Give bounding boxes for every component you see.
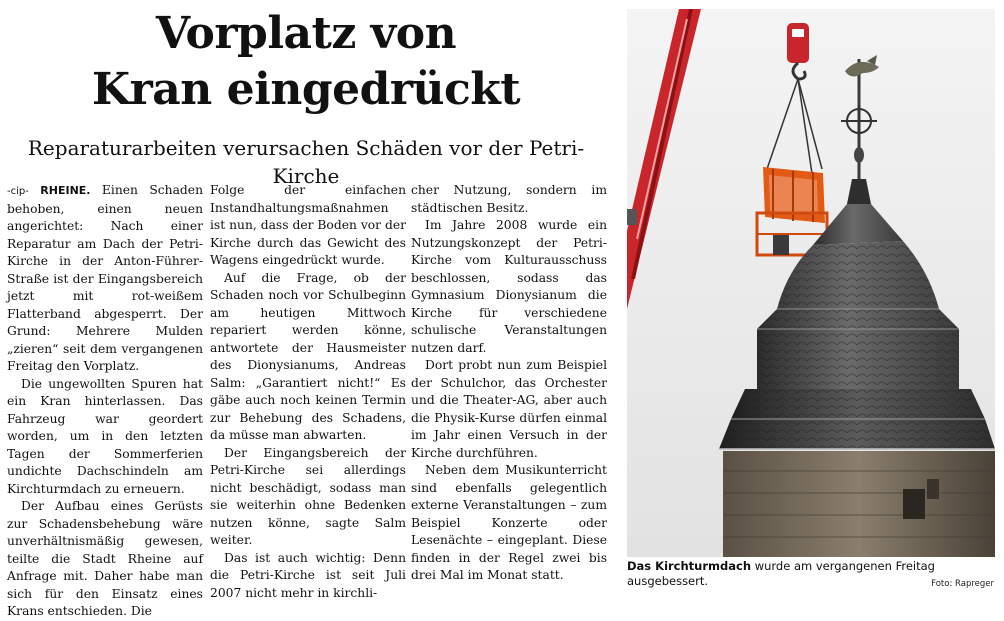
article-column-1	[7, 182, 203, 618]
church-tower-photo	[627, 9, 995, 557]
article-paragraph	[7, 182, 203, 376]
headline	[0, 6, 612, 118]
article-paragraph: Der Aufbau eines Gerüsts zur Schadensbehebung wäre unverhältnismäßig gewesen, teilte die Stadt Rheine auf Anfrage mit. Daher habe man sich für den Einsatz eines Krans entschieden. Die	[7, 499, 203, 618]
article-paragraph: Der Eingangsbereich der Petri-Kirche sei allerdings nicht beschädigt, sodass man sie weiterhin ohne Bedenken nutzen könne, sagte Salm weiter.	[210, 445, 406, 547]
article-paragraph: Neben dem Musikunterricht sind ebenfalls gelegentlich externe Veranstaltungen – zum Beispiel Konzerte oder Lesenächte – eingeplant. Diese finden in der Regel zwei bis drei Mal im Monat statt.	[411, 463, 607, 582]
tower-stone-wall	[723, 451, 995, 557]
caption-text: wurde am vergangenen Freitag ausgebessert.	[627, 559, 935, 588]
article-column-2	[210, 182, 406, 598]
headline-line-1: Vorplatz von	[155, 8, 457, 59]
article-column-3	[411, 182, 607, 598]
article-paragraph: Im Jahre 2008 wurde ein Nutzungskonzept der Petri-Kirche vom Kulturausschuss beschlossen, sodass das Gymnasium Dionysianum die Kirche für verschiedene schulische Veranstaltungen nutzen darf.	[411, 218, 607, 355]
article-paragraph: Die ungewollten Spuren hat ein Kran hinterlassen. Das Fahrzeug war geordert worden, um in den letzten Tagen der Sommerferien undichte Dachschindeln am Kirchturmdach zu erneuern.	[7, 376, 203, 496]
photo-credit: Foto: Rapreger	[931, 579, 994, 589]
article-paragraph: cher Nutzung, sondern im städtischen Besitz.	[411, 183, 607, 215]
article-paragraph: Dort probt nun zum Beispiel der Schulchor, das Orchester und die Theater-AG, aber auch die Physik-Kurse dürfen einmal im Jahr einen Versuch in der Kirche durchführen.	[411, 358, 607, 460]
byline: -cip-	[7, 186, 29, 197]
caption-lead: Das Kirchturmdach	[627, 559, 752, 573]
paragraph-text: Einen Schaden behoben, einen neuen angerichtet: Nach einer Reparatur am Dach der Petri-Kirche in der Anton-Führer-Straße ist der Eingangsbereich jetzt mit rot-weißem Flatterband abgesperrt. Der Grund: Mehrere Mulden „zieren“ seit dem vergangenen Freitag den Vorplatz.	[7, 183, 203, 373]
dateline: RHEINE.	[40, 184, 91, 197]
article-paragraph: Auf die Frage, ob der Schaden noch vor Schulbeginn am heutigen Mittwoch repariert werden könne, antwortete der Hausmeister des Dionysianums, Andreas Salm: „Garantiert nicht!“ Es gäbe auch noch keinen Termin zur Behebung des Schadens, da müsse man abwarten.	[210, 270, 406, 442]
headline-line-2: Kran eingedrückt	[91, 64, 521, 115]
article-paragraph: Das ist auch wichtig: Denn die Petri-Kirche ist seit Juli 2007 nicht mehr in kirchli-	[210, 550, 406, 600]
subheadline: Reparaturarbeiten verursachen Schäden vor der Petri-Kirche	[27, 136, 585, 188]
article-paragraph: Folge der einfachen Instandhaltungsmaßnahmen ist nun, dass der Boden vor der Kirche durch das Gewicht des Wagens eingedrückt wurde.	[210, 183, 406, 267]
